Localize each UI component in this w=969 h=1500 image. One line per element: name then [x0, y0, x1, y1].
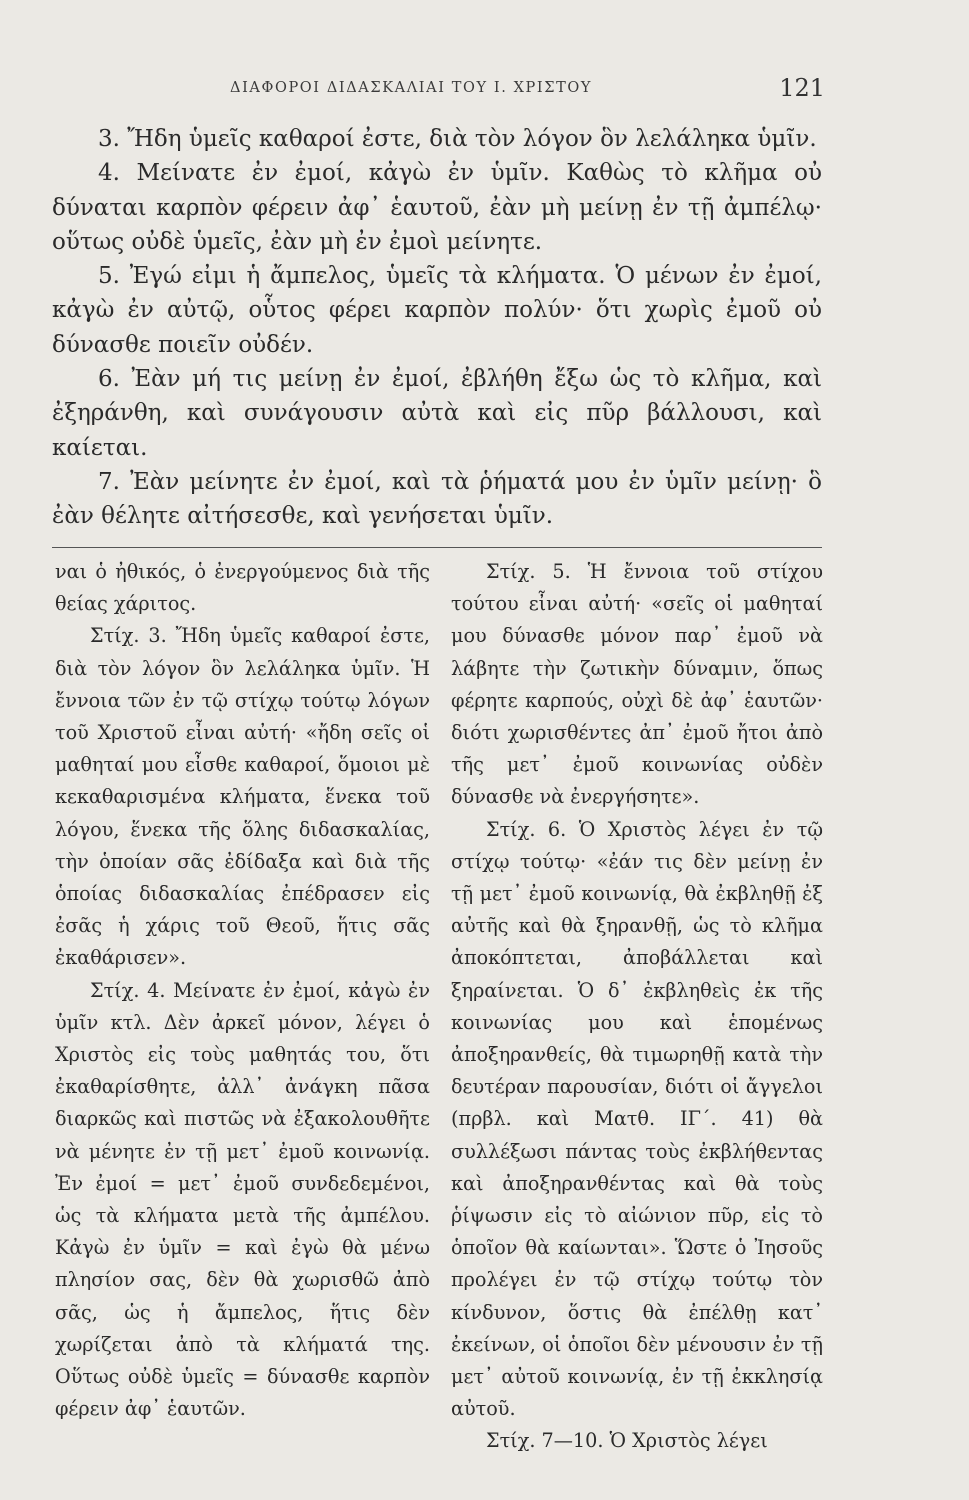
commentary-paragraph: Στίχ. 5. Ἡ ἔννοια τοῦ στίχου τούτου εἶναι αὐτή· «σεῖς οἱ μαθηταί μου δύνασθε μόνον παρ᾽ ἐμοῦ νὰ λάβητε τὴν ζωτικὴν δύναμιν, ὅπως φέρητε καρπούς, οὐχὶ δὲ ἀφ᾽ ἑαυτῶν· διότι χωρισθέντες ἀπ᾽ ἐμοῦ ἤτοι ἀπὸ τῆς μετ᾽ ἐμοῦ κοινωνίας οὐδὲν δύνασθε νὰ ἐνεργήσητε».	[451, 560, 823, 809]
verse-3: 3. Ἤδη ὑμεῖς καθαροί ἐστε, διὰ τὸν λόγον ὃν λελάληκα ὑμῖν.	[98, 126, 817, 152]
commentary-column-right	[451, 556, 823, 1458]
commentary-paragraph: ναι ὁ ἠθικός, ὁ ἐνεργούμενος διὰ τῆς θείας χάριτος.	[55, 560, 430, 616]
section-divider	[52, 547, 822, 548]
commentary-column-left	[55, 556, 430, 1425]
scripture-verses	[52, 122, 822, 534]
commentary-paragraph: Στίχ. 7—10. Ὁ Χριστὸς λέγει	[486, 1429, 768, 1453]
verse-7: 7. Ἐὰν μείνητε ἐν ἐμοί, καὶ τὰ ῥήματά μου ἐν ὑμῖν μείνῃ· ὃ ἐὰν θέλητε αἰτήσεσθε, καὶ γενήσεται ὑμῖν.	[52, 468, 822, 530]
commentary-paragraph: Στίχ. 3. Ἤδη ὑμεῖς καθαροί ἐστε, διὰ τὸν λόγον ὃν λελάληκα ὑμῖν. Ἡ ἔννοια τῶν ἐν τῷ στίχῳ τούτῳ λόγων τοῦ Χριστοῦ εἶναι αὐτή· «ἤδη σεῖς οἱ μαθηταί μου εἶσθε καθαροί, ὅμοιοι μὲ κεκαθαρισμένα κλήματα, ἕνεκα τοῦ λόγου, ἕνεκα τῆς ὅλης διδασκαλίας, τὴν ὁποίαν σᾶς ἐδίδαξα καὶ διὰ τῆς ὁποίας διδασκαλίας ἐπέδρασεν εἰς ἐσᾶς ἡ χάρις τοῦ Θεοῦ, ἥτις σᾶς ἐκαθάρισεν».	[55, 624, 430, 970]
running-title: ΔΙΑΦΟΡΟΙ ΔΙΔΑΣΚΑΛΙΑΙ ΤΟΥ Ι. ΧΡΙΣΤΟΥ	[230, 80, 593, 96]
page-header	[230, 76, 825, 106]
verse-6: 6. Ἐὰν μή τις μείνῃ ἐν ἐμοί, ἐβλήθη ἔξω ὡς τὸ κλῆμα, καὶ ἐξηράνθη, καὶ συνάγουσιν αὐτὰ καὶ εἰς πῦρ βάλλουσι, καὶ καίεται.	[52, 366, 822, 461]
verse-5: 5. Ἐγώ εἰμι ἡ ἄμπελος, ὑμεῖς τὰ κλήματα. Ὁ μένων ἐν ἐμοί, κἀγὼ ἐν αὐτῷ, οὗτος φέρει καρπὸν πολύν· ὅτι χωρὶς ἐμοῦ οὐ δύνασθε ποιεῖν οὐδέν.	[52, 263, 822, 358]
page-number: 121	[779, 74, 825, 102]
commentary-paragraph: Στίχ. 4. Μείνατε ἐν ἐμοί, κἀγὼ ἐν ὑμῖν κτλ. Δὲν ἀρκεῖ μόνον, λέγει ὁ Χριστὸς εἰς τοὺς μαθητάς του, ὅτι ἐκαθαρίσθητε, ἀλλ᾽ ἀνάγκη πᾶσα διαρκῶς καὶ πιστῶς νὰ ἐξακολουθῆτε νὰ μένητε ἐν τῇ μετ᾽ ἐμοῦ κοινωνίᾳ. Ἐν ἐμοί = μετ᾽ ἐμοῦ συνδεδεμένοι, ὡς τὰ κλήματα μετὰ τῆς ἀμπέλου. Κἀγὼ ἐν ὑμῖν = καὶ ἐγὼ θὰ μένω πλησίον σας, δὲν θὰ χωρισθῶ ἀπὸ σᾶς, ὡς ἡ ἄμπελος, ἥτις δὲν χωρίζεται ἀπὸ τὰ κλήματά της. Οὕτως οὐδὲ ὑμεῖς = δύνασθε καρπὸν φέρειν ἀφ᾽ ἑαυτῶν.	[55, 978, 430, 1421]
commentary-paragraph: Στίχ. 6. Ὁ Χριστὸς λέγει ἐν τῷ στίχῳ τούτῳ· «ἐάν τις δὲν μείνῃ ἐν τῇ μετ᾽ ἐμοῦ κοινωνίᾳ, θὰ ἐκβληθῇ ἐξ αὐτῆς καὶ θὰ ξηρανθῇ, ὡς τὸ κλῆμα ἀποκόπτεται, ἀποβάλλεται καὶ ξηραίνεται. Ὁ δ᾽ ἐκβληθεὶς ἐκ τῆς κοινωνίας μου καὶ ἑπομένως ἀποξηρανθείς, θὰ τιμωρηθῇ κατὰ τὴν δευτέραν παρουσίαν, διότι οἱ ἄγγελοι (πρβλ. καὶ Ματθ. ΙΓ΄. 41) θὰ συλλέξωσι πάντας τοὺς ἐκβλήθεντας καὶ ἀποξηρανθέντας καὶ θὰ τοὺς ῥίψωσιν εἰς τὸ αἰώνιον πῦρ, εἰς τὸ ὁποῖον θὰ καίωνται». Ὥστε ὁ Ἰησοῦς προλέγει ἐν τῷ στίχῳ τούτῳ τὸν κίνδυνον, ὅστις θὰ ἐπέλθῃ κατ᾽ ἐκείνων, οἱ ὁποῖοι δὲν μένουσιν ἐν τῇ μετ᾽ αὐτοῦ κοινωνίᾳ, ἐν τῇ ἐκκλησίᾳ αὐτοῦ.	[451, 817, 823, 1421]
verse-4: 4. Μείνατε ἐν ἐμοί, κἀγὼ ἐν ὑμῖν. Καθὼς τὸ κλῆμα οὐ δύναται καρπὸν φέρειν ἀφ᾽ ἑαυτοῦ, ἐὰν μὴ μείνῃ ἐν τῇ ἀμπέλῳ· οὕτως οὐδὲ ὑμεῖς, ἐὰν μὴ ἐν ἐμοὶ μείνητε.	[52, 160, 822, 255]
